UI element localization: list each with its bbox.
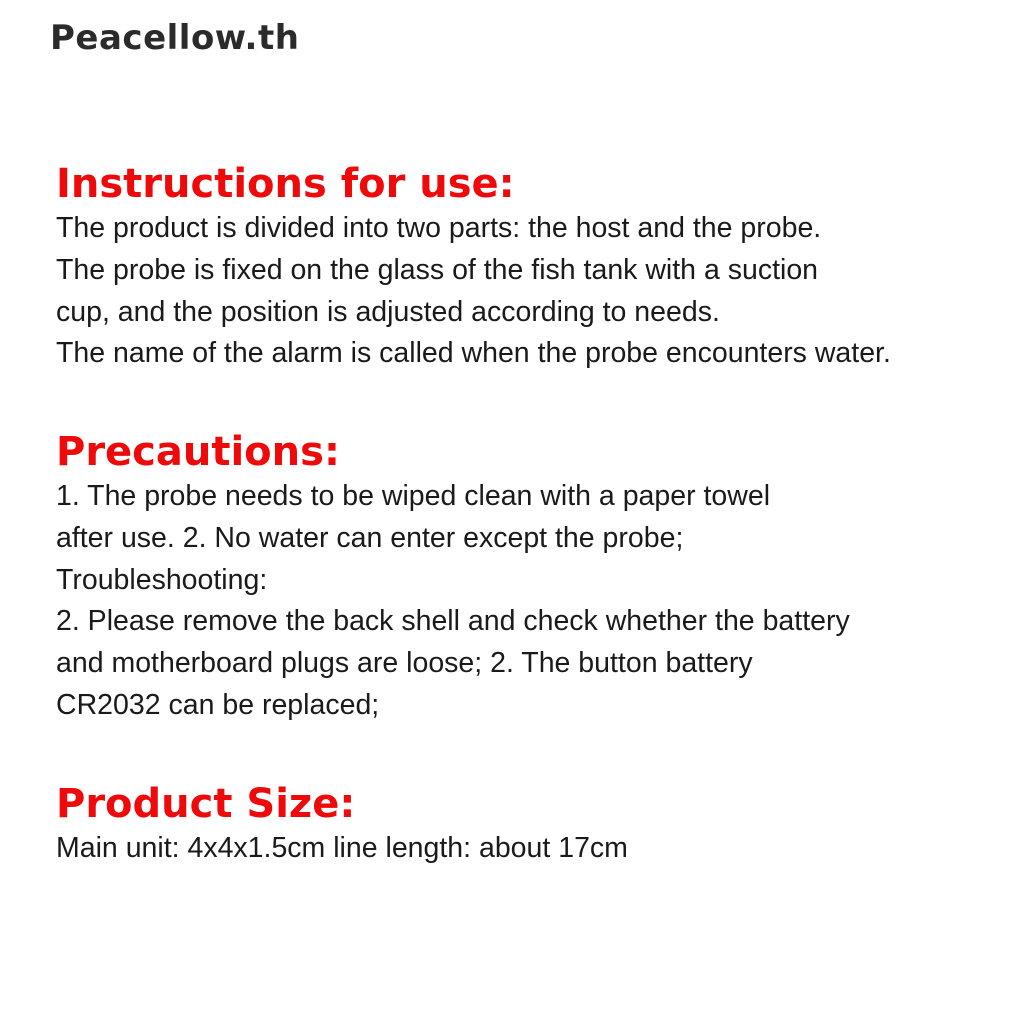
instructions-line: cup, and the position is adjusted according to needs.: [56, 295, 720, 328]
instructions-line: The probe is fixed on the glass of the fish tank with a suction: [56, 253, 819, 286]
product-size-section: [56, 780, 1016, 870]
product-size-body: [56, 828, 1016, 870]
precautions-section: [56, 428, 1016, 727]
instructions-line: The product is divided into two parts: the host and the probe.: [56, 212, 822, 244]
precautions-line: and motherboard plugs are loose; 2. The button battery: [56, 647, 753, 680]
precautions-line: CR2032 can be replaced;: [56, 688, 380, 721]
product-size-heading: Product Size:: [56, 781, 356, 827]
instructions-body: [56, 208, 1016, 375]
instructions-heading: Instructions for use:: [56, 161, 515, 207]
precautions-line: 1. The probe needs to be wiped clean with a paper towel: [56, 480, 771, 512]
precautions-heading: Precautions:: [56, 429, 340, 475]
instructions-section: [56, 160, 1016, 375]
precautions-line: after use. 2. No water can enter except the probe;: [56, 521, 684, 554]
precautions-body: [56, 476, 1016, 727]
precautions-line: 2. Please remove the back shell and check whether the battery: [56, 605, 850, 638]
instructions-line: The name of the alarm is called when the probe encounters water.: [56, 337, 891, 370]
store-watermark: Peacellow.th: [50, 18, 300, 58]
product-size-line: Main unit: 4x4x1.5cm line length: about 17cm: [56, 832, 628, 864]
precautions-line: Troubleshooting:: [56, 563, 268, 596]
